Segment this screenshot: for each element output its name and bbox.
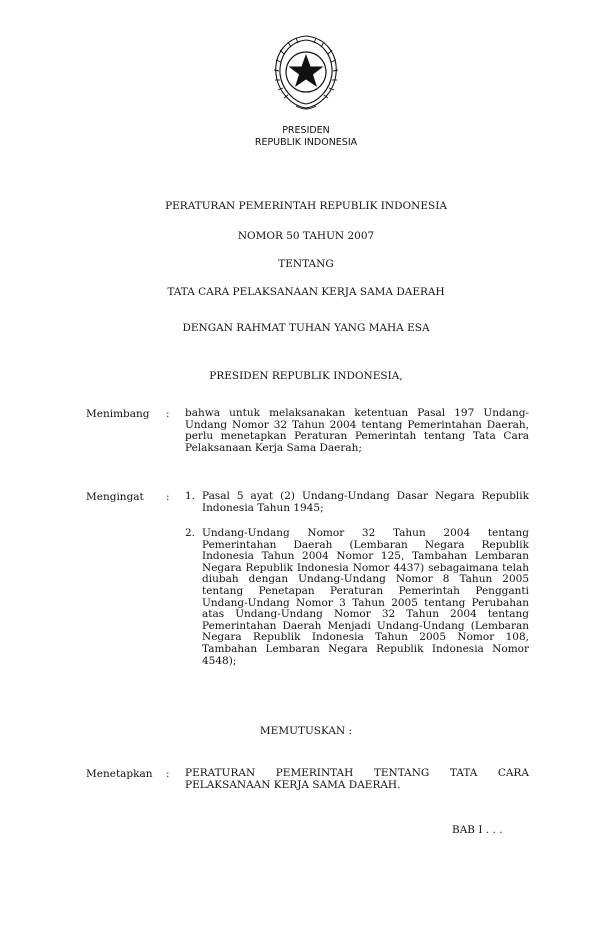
menimbang-label: Menimbang [86, 408, 150, 420]
preamble-rahmat: DENGAN RAHMAT TUHAN YANG MAHA ESA [182, 322, 430, 334]
menetapkan-colon: : [166, 768, 170, 780]
regulation-tentang: TENTANG [278, 258, 334, 270]
presidential-seal-icon [266, 30, 346, 114]
menetapkan-label: Menetapkan [86, 768, 153, 780]
menetapkan-text-line1: PERATURAN PEMERINTAH TENTANG TATA CARA [185, 767, 529, 779]
menimbang-text: bahwa untuk melaksanakan ketentuan Pasal 197 Undang-Undang Nomor 32 Tahun 2004 tentang Pemerintahan Daerah, perlu menetapkan Peraturan Pemerintah tentang Tata Cara Pelaksanaan Kerja Sama Daerah; [185, 407, 529, 454]
mengingat-item-number: 1. [185, 490, 196, 502]
header-title: PRESIDEN [282, 125, 330, 136]
mengingat-label: Mengingat [86, 491, 144, 503]
mengingat-colon: : [166, 491, 170, 503]
preamble-presiden: PRESIDEN REPUBLIK INDONESIA, [209, 370, 403, 382]
regulation-number: NOMOR 50 TAHUN 2007 [237, 230, 375, 242]
mengingat-item-number: 2. [185, 527, 196, 539]
mengingat-item-text: Pasal 5 ayat (2) Undang-Undang Dasar Negara Republik Indonesia Tahun 1945; [202, 490, 529, 514]
memutuskan-heading: MEMUTUSKAN : [259, 725, 353, 737]
regulation-title: PERATURAN PEMERINTAH REPUBLIK INDONESIA [165, 200, 447, 212]
menetapkan-text-line2: PELAKSANAAN KERJA SAMA DAERAH. [185, 779, 401, 791]
header-subtitle: REPUBLIK INDONESIA [254, 137, 358, 148]
regulation-subject: TATA CARA PELAKSANAAN KERJA SAMA DAERAH [167, 286, 445, 298]
mengingat-item-text: Undang-Undang Nomor 32 Tahun 2004 tentang Pemerintahan Daerah (Lembaran Negara Republik Indonesia Tahun 2004 Nomor 125, Tambahan Lembaran Negara Republik Indonesia Nomor 4437) sebagaimana telah diubah dengan Undang-Undang Nomor 8 Tahun 2005 tentang Penetapan Peraturan Pemerintah Pengganti Undang-Undang Nomor 3 Tahun 2005 tentang Perubahan atas Undang-Undang Nomor 32 Tahun 2004 tentang Pemerintahan Daerah Menjadi Undang-Undang (Lembaran Negara Republik Indonesia Tahun 2005 Nomor 108, Tambahan Lembaran Negara Republik Indonesia Nomor 4548); [202, 527, 529, 667]
next-page-marker: BAB I . . . [452, 824, 503, 836]
menimbang-colon: : [166, 408, 170, 420]
